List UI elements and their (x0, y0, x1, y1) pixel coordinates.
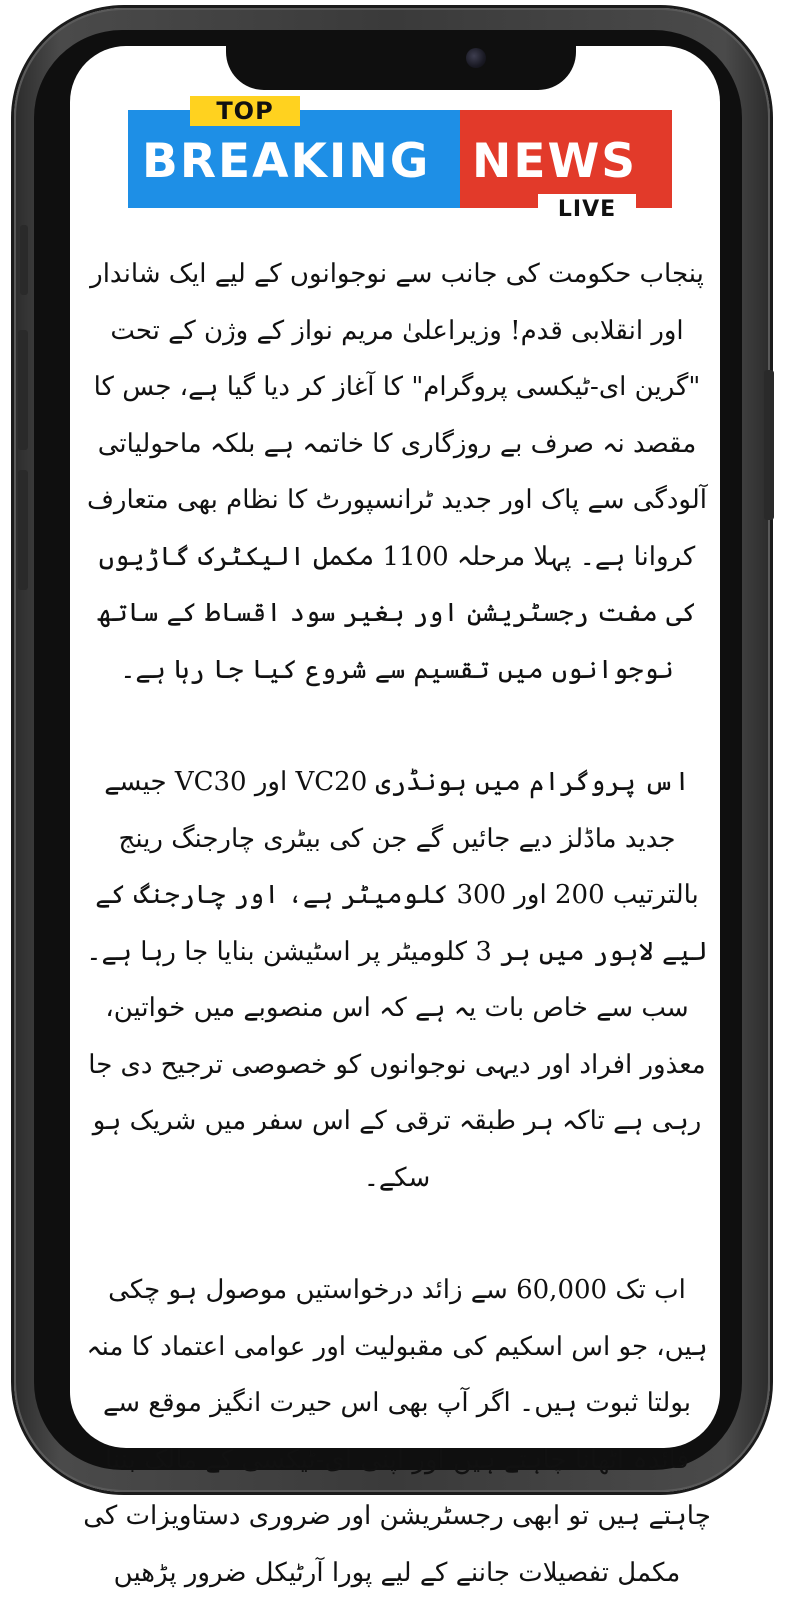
article-paragraph: پنجاب حکومت کی جانب سے نوجوانوں کے لیے ایک شاندار اور انقلابی قدم! وزیراعلیٰ مریم نواز کے وژن کے تحت "گرین ای-ٹیکسی پروگرام" کا آغاز کر دیا گیا ہے، جس کا مقصد نہ صرف بے روزگاری کا خاتمہ ہے بلکہ ماحولیاتی آلودگی سے پاک اور جدید ٹرانسپورٹ کا نظام بھی متعارف کروانا ہے۔ پہلا مرحلہ 1100 مکمل الیکٹرک گاڑیوں کی مفت رجسٹریشن اور بغیر سود اقساط کے ساتھ نوجوانوں میں تقسیم سے شروع کیا جا رہا ہے۔ (86, 259, 708, 685)
volume-down-button (18, 470, 28, 590)
camera-icon (466, 48, 486, 68)
breaking-news-banner (128, 96, 672, 228)
article-body (80, 246, 714, 1601)
banner-top-tag: TOP (190, 96, 300, 126)
article-paragraph: اب تک 60,000 سے زائد درخواستیں موصول ہو چکی ہیں، جو اس اسکیم کی مقبولیت اور عوامی اعتماد کا منہ بولتا ثبوت ہیں۔ اگر آپ بھی اس حیرت انگیز موقع سے فائدہ اٹھانا چاہتے ہیں اور اپنی ای-ٹیکسی کے مالک بننا چاہتے ہیں تو ابھی رجسٹریشن اور ضروری دستاویزات کی مکمل تفصیلات جاننے کے لیے پورا آرٹیکل ضرور پڑھیں (83, 1275, 711, 1588)
banner-live-tag: LIVE (538, 194, 636, 226)
volume-up-button (18, 330, 28, 450)
banner-breaking-text: BREAKING (142, 134, 431, 189)
power-button (764, 370, 774, 520)
article-paragraph: اس پروگرام میں ہونڈری VC20 اور VC30 جیسے جدید ماڈلز دیے جائیں گے جن کی بیٹری چارجنگ رینج بالترتیب 200 اور 300 کلومیٹر ہے، اور چارجنگ کے لیے لاہور میں ہر 3 کلومیٹر پر اسٹیشن بنایا جا رہا ہے۔ سب سے خاص بات یہ ہے کہ اس منصوبے میں خواتین، معذور افراد اور دیہی نوجوانوں کو خصوصی ترجیح دی جا رہی ہے تاکہ ہر طبقہ ترقی کے اس سفر میں شریک ہو سکے۔ (86, 767, 708, 1193)
mute-switch (20, 225, 28, 295)
banner-news-text: NEWS (472, 134, 638, 189)
phone-notch (226, 40, 576, 90)
